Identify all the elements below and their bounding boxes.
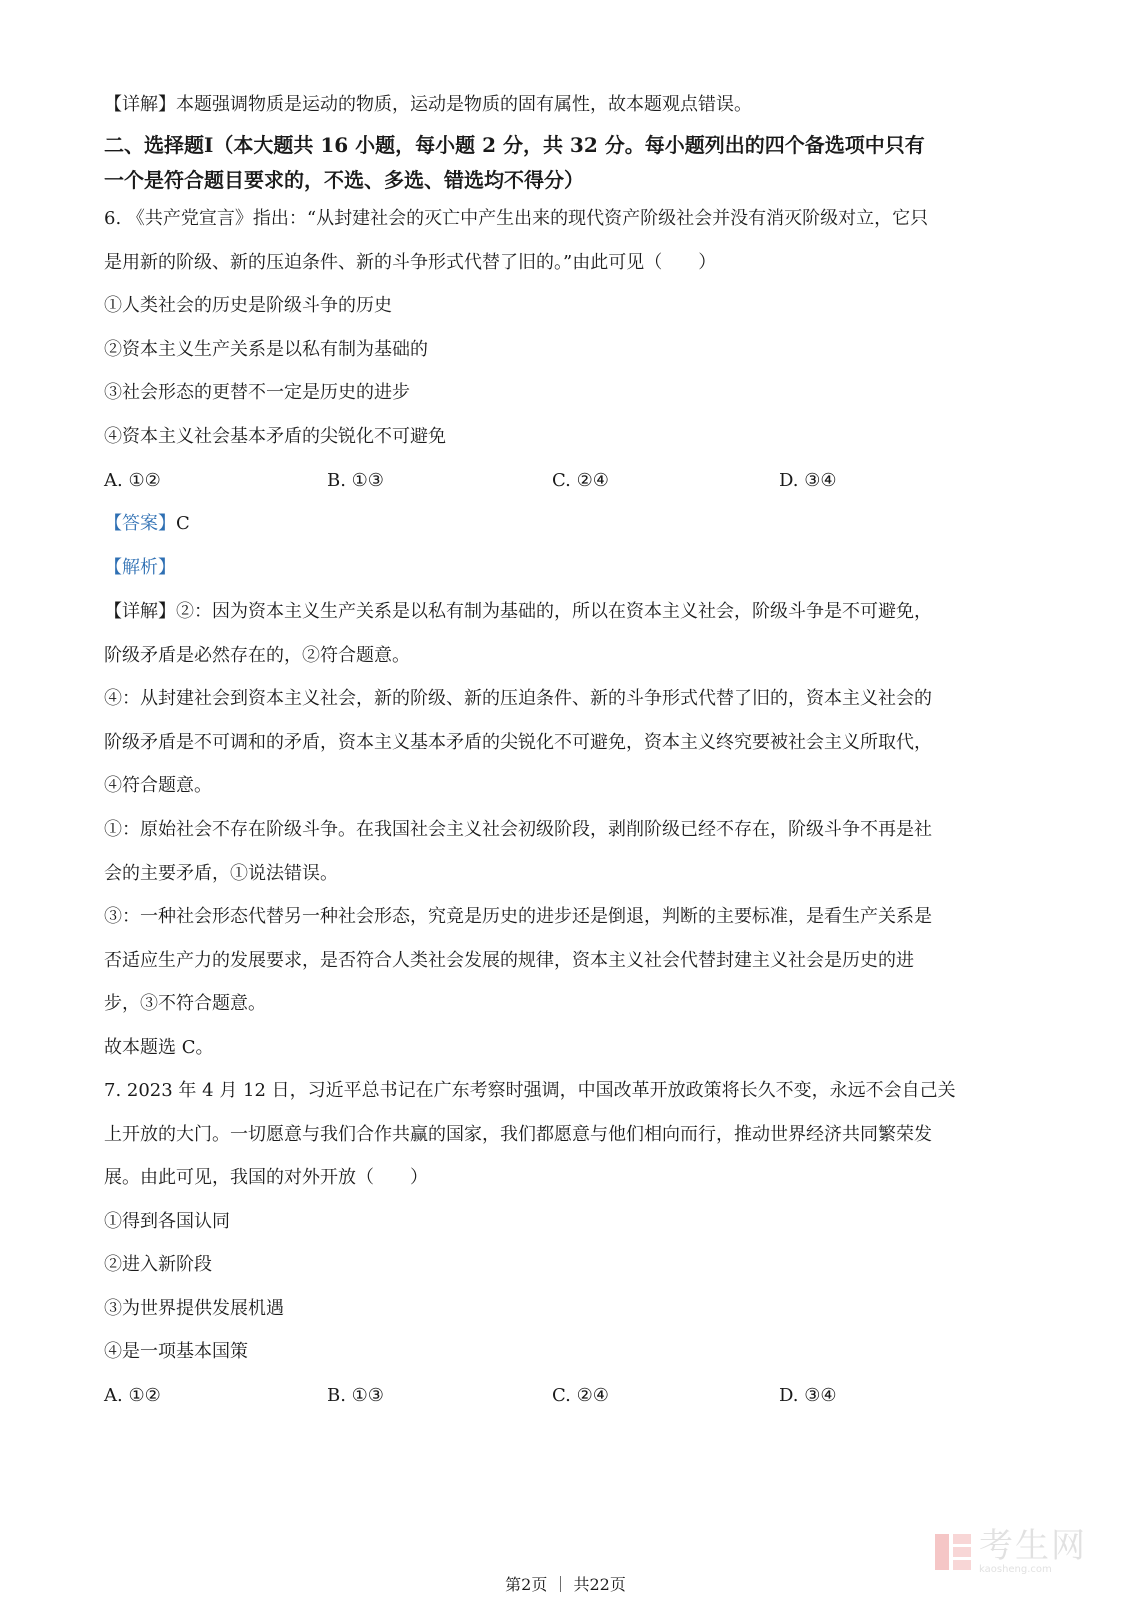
section-heading: 二、选择题Ⅰ（本大题共 16 小题，每小题 2 分，共 32 分。每小题列出的四个备选项中只有 xyxy=(104,133,925,157)
detail-paragraph-3-cont: 会的主要矛盾，①说法错误。 xyxy=(104,863,338,884)
option-d: D. ③④ xyxy=(779,1385,837,1406)
detail-paragraph-1: 【详解】②：因为资本主义生产关系是以私有制为基础的，所以在资本主义社会，阶级斗争是不可避免， xyxy=(104,601,932,622)
question-6-statement-2: ②资本主义生产关系是以私有制为基础的 xyxy=(104,339,428,360)
detail-paragraph-4-cont: 否适应生产力的发展要求，是否符合人类社会发展的规律，资本主义社会代替封建主义社会是历史的进 xyxy=(104,950,914,971)
option-b: B. ①③ xyxy=(327,470,384,491)
answer-tag: 【答案】 xyxy=(104,513,176,534)
section-heading-cont: 一个是符合题目要求的，不选、多选、错选均不得分） xyxy=(104,168,584,192)
detail-paragraph-2-end: ④符合题意。 xyxy=(104,775,212,796)
answer-line xyxy=(104,511,1034,537)
detail-paragraph-4: ③：一种社会形态代替另一种社会形态，究竟是历史的进步还是倒退，判断的主要标准，是看生产关系是 xyxy=(104,906,932,927)
watermark xyxy=(933,1528,1087,1576)
detail-paragraph: 【详解】本题强调物质是运动的物质，运动是物质的固有属性，故本题观点错误。 xyxy=(104,94,752,115)
question-7-statement-2: ②进入新阶段 xyxy=(104,1254,212,1275)
option-a: A. ①② xyxy=(104,470,161,491)
question-7-statement-4: ④是一项基本国策 xyxy=(104,1341,248,1362)
option-a: A. ①② xyxy=(104,1385,161,1406)
watermark-logo-icon xyxy=(933,1532,973,1572)
question-7-stem-cont: 上开放的大门。一切愿意与我们合作共赢的国家，我们都愿意与他们相向而行，推动世界经济共同繁荣发 xyxy=(104,1124,932,1145)
option-b: B. ①③ xyxy=(327,1385,384,1406)
question-7-stem-end: 展。由此可见，我国的对外开放（ ） xyxy=(104,1167,428,1188)
option-c: C. ②④ xyxy=(552,470,609,491)
watermark-text: 考生网 xyxy=(979,1526,1087,1566)
question-6-statement-3: ③社会形态的更替不一定是历史的进步 xyxy=(104,382,410,403)
question-7-stem: 7. 2023 年 4 月 12 日，习近平总书记在广东考察时强调，中国改革开放政策将长久不变，永远不会自己关 xyxy=(104,1080,956,1101)
question-7-statement-1: ①得到各国认同 xyxy=(104,1211,230,1232)
question-6-statement-1: ①人类社会的历史是阶级斗争的历史 xyxy=(104,295,392,316)
analysis-tag: 【解析】 xyxy=(104,557,176,578)
conclusion: 故本题选 C。 xyxy=(104,1037,214,1058)
detail-paragraph-2-cont: 阶级矛盾是不可调和的矛盾，资本主义基本矛盾的尖锐化不可避免，资本主义终究要被社会主义所取代， xyxy=(104,732,932,753)
answer-value: C xyxy=(176,513,190,534)
option-c: C. ②④ xyxy=(552,1385,609,1406)
watermark-url: kaosheng.com xyxy=(979,1564,1052,1575)
detail-paragraph-4-end: 步，③不符合题意。 xyxy=(104,993,266,1014)
detail-paragraph-3: ①：原始社会不存在阶级斗争。在我国社会主义社会初级阶段，剥削阶级已经不存在，阶级斗争不再是社 xyxy=(104,819,932,840)
page-footer: 第2页 ｜ 共22页 xyxy=(505,1575,626,1594)
question-6-stem: 6. 《共产党宣言》指出：“从封建社会的灭亡中产生出来的现代资产阶级社会并没有消灭阶级对立，它只 xyxy=(104,208,929,229)
question-6-stem-cont: 是用新的阶级、新的压迫条件、新的斗争形式代替了旧的。”由此可见（ ） xyxy=(104,252,717,273)
detail-paragraph-1-cont: 阶级矛盾是必然存在的，②符合题意。 xyxy=(104,645,410,666)
option-d: D. ③④ xyxy=(779,470,837,491)
question-7-statement-3: ③为世界提供发展机遇 xyxy=(104,1298,284,1319)
detail-paragraph-2: ④：从封建社会到资本主义社会，新的阶级、新的压迫条件、新的斗争形式代替了旧的，资本主义社会的 xyxy=(104,688,932,709)
question-6-statement-4: ④资本主义社会基本矛盾的尖锐化不可避免 xyxy=(104,426,446,447)
